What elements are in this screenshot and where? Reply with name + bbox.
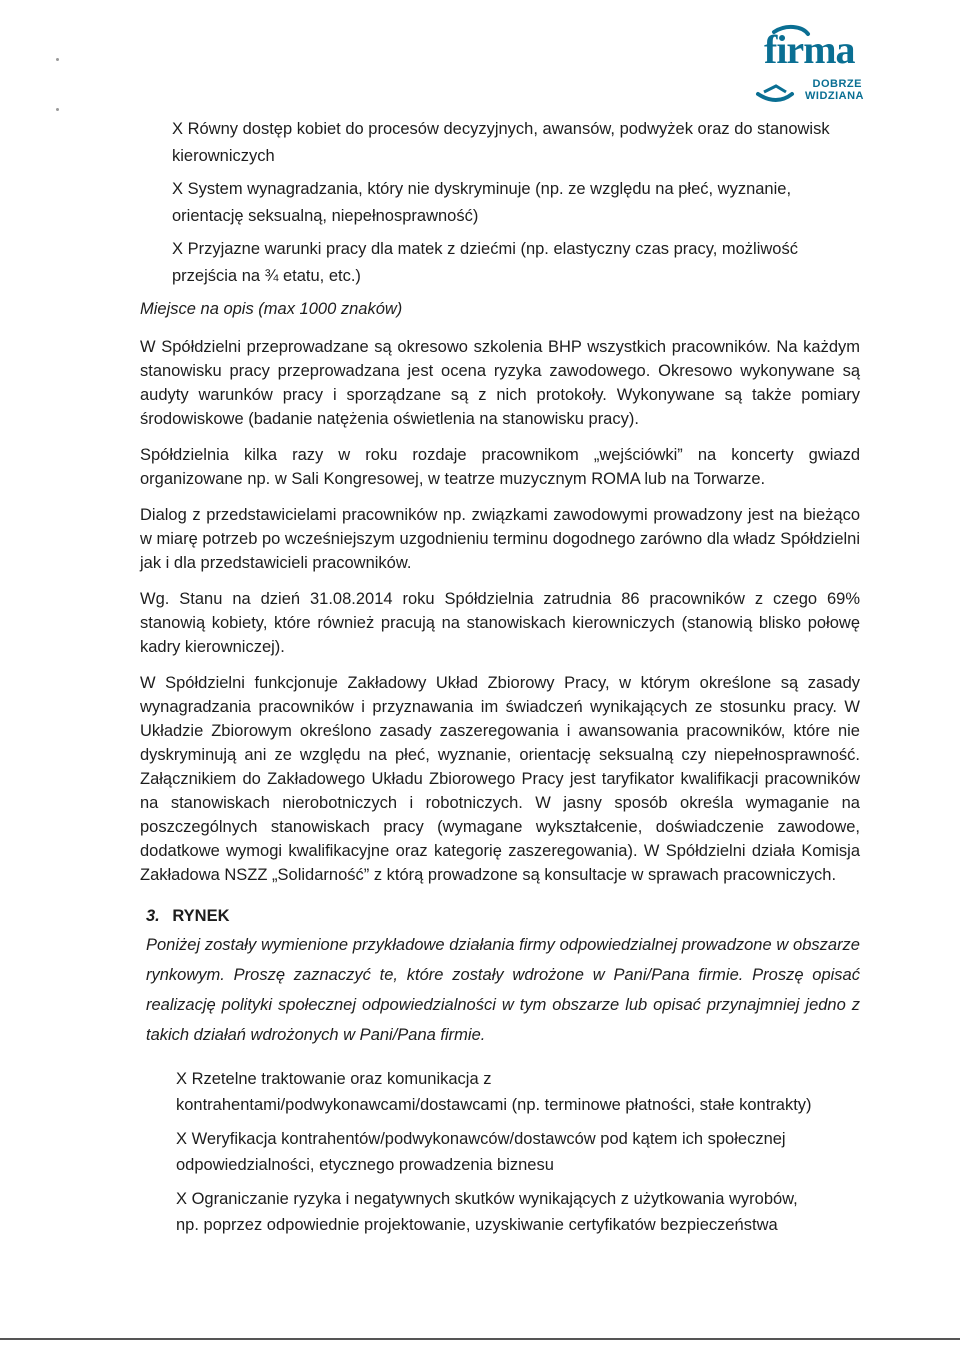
document-content — [140, 116, 860, 1246]
section-title: RYNEK — [172, 907, 230, 925]
paragraph-dialog: Dialog z przedstawicielami pracowników np. związkami zawodowymi prowadzony jest na bieżąco w miarę potrzeb po wcześniejszym uzgodnieniu terminu dogodnego zarówno dla władz Spółdzielni jak i dla przedstawicieli pracowników. — [140, 506, 860, 572]
checklist-item: X System wynagradzania, który nie dyskryminuje (np. ze względu na płeć, wyznanie, orientację seksualną, niepełnosprawność) — [172, 180, 792, 225]
logo-line-2: WIDZIANA — [805, 90, 864, 102]
checklist-item: X Rzetelne traktowanie oraz komunikacja z kontrahentami/podwykonawcami/dostawcami (np. terminowe płatności, stałe kontrakty) — [176, 1070, 812, 1114]
paragraph-employment: Wg. Stanu na dzień 31.08.2014 roku Spółdzielnia zatrudnia 86 pracowników z czego 69% stanowią kobiety, które również pracują na stanowiskach kierowniczych (stanowią blisko połowę kadry kierowniczej). — [140, 590, 860, 656]
logo-word: firma — [764, 27, 855, 72]
firma-dobrze-widziana-logo — [752, 22, 864, 108]
scan-speck — [56, 108, 59, 111]
section-number: 3. — [146, 907, 160, 925]
bottom-rule — [0, 1338, 960, 1340]
checklist-item: X Ograniczanie ryzyka i negatywnych skutków wynikających z użytkowania wyrobów, np. poprzez odpowiednie projektowanie, uzyskiwanie certyfikatów bezpieczeństwa — [176, 1190, 798, 1234]
description-placeholder-note: Miejsce na opis (max 1000 znaków) — [140, 300, 403, 318]
checklist-item: X Weryfikacja kontrahentów/podwykonawców/dostawców pod kątem ich społecznej odpowiedzialności, etycznego prowadzenia biznesu — [176, 1130, 786, 1174]
paragraph-collective-agreement: W Spółdzielni funkcjonuje Zakładowy Układ Zbiorowy Pracy, w którym określone są zasady wynagradzania pracowników i przyznawania im świadczeń wynikających ze stosunku pracy. W Układzie Zbiorowym określono zasady zaszeregowania i awansowania pracowników, które nie dyskryminują ani ze względu na płeć, wyznanie, orientację seksualną czy niepełnosprawność. Załącznikiem do Zakładowego Układu Zbiorowego Pracy jest taryfikator kwalifikacji pracowników na stanowiskach nierobotniczych i robotniczych. W jasny sposób określa wymaganie na poszczególnych stanowiskach pracy (wymagane wykształcenie, doświadczenie zawodowe, dodatkowe wymogi kwalifikacyjne oraz kategorię zaszeregowania). W Spółdzielni działa Komisja Zakładowa NSZZ „Solidarność” z którą prowadzone są konsultacje w sprawach pracowniczych. — [140, 674, 860, 884]
section-intro: Poniżej zostały wymienione przykładowe działania firmy odpowiedzialnej prowadzone w obszarze rynkowym. Proszę zaznaczyć te, które zostały wdrożone w Pani/Pana firmie. Proszę opisać realizację polityki społecznej odpowiedzialności w tym obszarze lub opisać przynajmniej jedno z takich działań wdrożonych w Pani/Pana firmie. — [146, 936, 860, 1044]
section-heading — [146, 907, 860, 926]
paragraph-tickets: Spółdzielnia kilka razy w roku rozdaje pracownikom „wejściówki” na koncerty gwiazd organizowane np. w Sali Kongresowej, w teatrze muzycznym ROMA lub na Torwarze. — [140, 446, 860, 488]
logo-line-1: DOBRZE — [812, 78, 862, 90]
top-checklist — [140, 116, 860, 290]
checklist-item: X Równy dostęp kobiet do procesów decyzyjnych, awansów, podwyżek oraz do stanowisk kierowniczych — [172, 120, 830, 165]
market-checklist — [140, 1066, 860, 1238]
checklist-item: X Przyjazne warunki pracy dla matek z dziećmi (np. elastyczny czas pracy, możliwość przejścia na ¾ etatu, etc.) — [172, 240, 798, 285]
paragraph-bhp: W Spółdzielni przeprowadzane są okresowo szkolenia BHP wszystkich pracowników. Na każdym stanowisku pracy przeprowadzana jest ocena ryzyka zawodowego. Okresowo wykonywane są audyty warunków pracy i sporządzane są z nich protokoły. Wykonywane są także pomiary środowiskowe (badanie natężenia oświetlenia na stanowisku pracy). — [140, 338, 860, 428]
scan-speck — [56, 58, 59, 61]
